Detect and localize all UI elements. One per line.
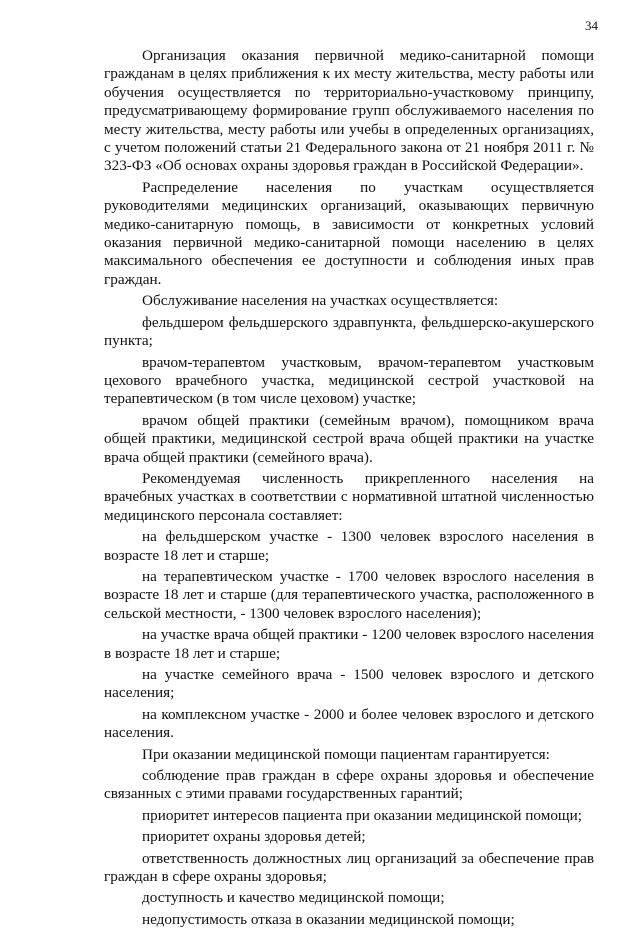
paragraph: ответственность должностных лиц организаций за обеспечение прав граждан в сфере охраны здоровья; bbox=[104, 849, 594, 886]
paragraph: Организация оказания первичной медико-санитарной помощи гражданам в целях приближения к их месту жительства, месту работы или обучения осуществляется по территориально-участковому принципу, предусматривающему формирование групп обслуживаемого населения по месту жительства, месту работы или учебы в определенных организациях, с учетом положений статьи 21 Федерального закона от 21 ноября 2011 г. № 323-ФЗ «Об основах охраны здоровья граждан в Российской Федерации». bbox=[104, 47, 594, 175]
paragraph: доступность и качество медицинской помощи; bbox=[142, 889, 445, 907]
paragraph: Обслуживание населения на участках осуществляется: bbox=[142, 292, 499, 310]
paragraph: на участке врача общей практики - 1200 человек взрослого населения в возрасте 18 лет и старше; bbox=[104, 626, 594, 662]
paragraph: на фельдшерском участке - 1300 человек взрослого населения в возрасте 18 лет и старше; bbox=[104, 528, 594, 564]
paragraph: врачом-терапевтом участковым, врачом-терапевтом участковым цехового врачебного участка, медицинской сестрой участковой на терапевтическом (в том числе цеховом) участке; bbox=[104, 353, 594, 408]
document-body bbox=[104, 47, 594, 932]
page-number: 34 bbox=[585, 18, 598, 33]
paragraph: При оказании медицинской помощи пациентам гарантируется: bbox=[142, 745, 550, 763]
paragraph: на участке семейного врача - 1500 человек взрослого и детского населения; bbox=[104, 666, 594, 702]
paragraph: фельдшером фельдшерского здравпункта, фельдшерско-акушерского пункта; bbox=[104, 313, 594, 350]
paragraph: приоритет охраны здоровья детей; bbox=[142, 828, 366, 846]
paragraph: Рекомендуемая численность прикрепленного населения на врачебных участках в соответствии с нормативной штатной численностью медицинского персонала составляет: bbox=[104, 469, 594, 524]
paragraph: Распределение населения по участкам осуществляется руководителями медицинских организаций, оказывающих первичную медико-санитарную помощь, в зависимости от конкретных условий оказания первичной медико-санитарной помощи населению в целях максимального обеспечения ее доступности и соблюдения иных прав граждан. bbox=[104, 178, 594, 288]
paragraph: на терапевтическом участке - 1700 человек взрослого населения в возрасте 18 лет и старше (для терапевтического участка, расположенного в сельской местности, - 1300 человек взрослого населения); bbox=[104, 567, 594, 622]
paragraph: врачом общей практики (семейным врачом), помощником врача общей практики, медицинской сестрой врача общей практики на участке врача общей практики (семейного врача). bbox=[104, 411, 594, 466]
paragraph: соблюдение прав граждан в сфере охраны здоровья и обеспечение связанных с этими правами государственных гарантий; bbox=[104, 767, 594, 803]
paragraph: недопустимость отказа в оказании медицинской помощи; bbox=[142, 910, 515, 928]
paragraph: приоритет интересов пациента при оказании медицинской помощи; bbox=[142, 806, 582, 824]
paragraph: на комплексном участке - 2000 и более человек взрослого и детского населения. bbox=[104, 705, 594, 742]
